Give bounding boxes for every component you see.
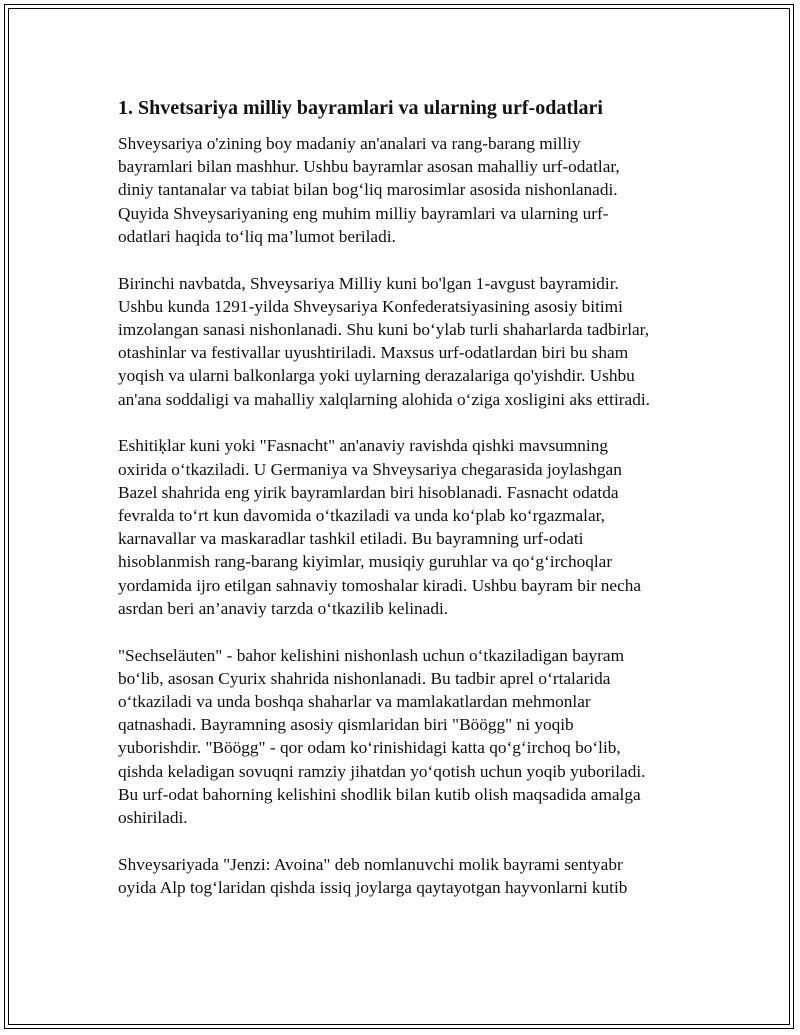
section-heading: 1. Shvetsariya milliy bayramlari va ularning urf-odatlari (118, 97, 603, 119)
paragraph-national-day: Birinchi navbatda, Shveysariya Milliy kuni bo'lgan 1-avgust bayramidir. Ushbu kunda 1291-yilda Shveysariya Konfederatsiyasining asosiy bitimi imzolangan sanasi nishonlanadi. Shu kuni bo‘ylab turli shaharlarda tadbirlar, otashinlar va festivallar uyushtiriladi. Maxsus urf-odatlardan biri bu sham yoqish va ularni balkonlarga yoki uylarning derazalariga qo'yishdir. Ushbu an'ana soddaligi va mahalliy xalqlarning alohida o‘ziga xosligini aks ettiradi. (118, 273, 650, 409)
document-body (118, 96, 686, 923)
paragraph-jenzi: Shveysariyada "Jenzi: Avoina" deb nomlanuvchi molik bayrami sentyabr oyida Alp tog‘laridan qishda issiq joylarga qaytayotgan hayvonlarni kutib (118, 854, 628, 898)
paragraph-intro: Shveysariya o'zining boy madaniy an'analari va rang-barang milliy bayramlari bilan mashhur. Ushbu bayramlar asosan mahalliy urf-odatlar, diniy tantanalar va tabiat bilan bog‘liq marosimlar asosida nishonlanadi. Quyida Shveysariyaning eng muhim milliy bayramlari va ularning urf- odatlari haqida to‘liq ma’lumot beriladi. (118, 134, 620, 246)
paragraph-sechselaeuten: "Sechseläuten" - bahor kelishini nishonlash uchun o‘tkaziladigan bayram bo‘lib, asosan Cyurix shahrida nishonlanadi. Bu tadbir aprel o‘rtalarida o‘tkaziladi va unda boshqa shaharlar va mamlakatlardan mehmonlar qatnashadi. Bayramning asosiy qismlaridan biri "Böögg" ni yoqib yuborishdir. "Böögg" - qor odam ko‘rinishidagi katta qo‘g‘irchoq bo‘lib, qishda keladigan sovuqni ramziy jihatdan yo‘qotish uchun yoqib yuboriladi. Bu urf-odat bahorning kelishini shodlik bilan kutib olish maqsadida amalga oshiriladi. (118, 645, 646, 828)
paragraph-fasnacht: Eshitiķlar kuni yoki "Fasnacht" an'anaviy ravishda qishki mavsumning oxirida o‘tkaziladi. U Germaniya va Shveysariya chegarasida joylashgan Bazel shahrida eng yirik bayramlardan biri hisoblanadi. Fasnacht odatda fevralda to‘rt kun davomida o‘tkaziladi va unda ko‘plab ko‘rgazmalar, karnavallar va maskaradlar tashkil etiladi. Bu bayramning urf-odati hisoblanmish rang-barang kiyimlar, musiqiy guruhlar va qo‘g‘irchoqlar yordamida ijro etilgan sahnaviy tomoshalar kiradi. Ushbu bayram bir necha asrdan beri an’anaviy tarzda o‘tkazilib kelinadi. (118, 436, 642, 618)
